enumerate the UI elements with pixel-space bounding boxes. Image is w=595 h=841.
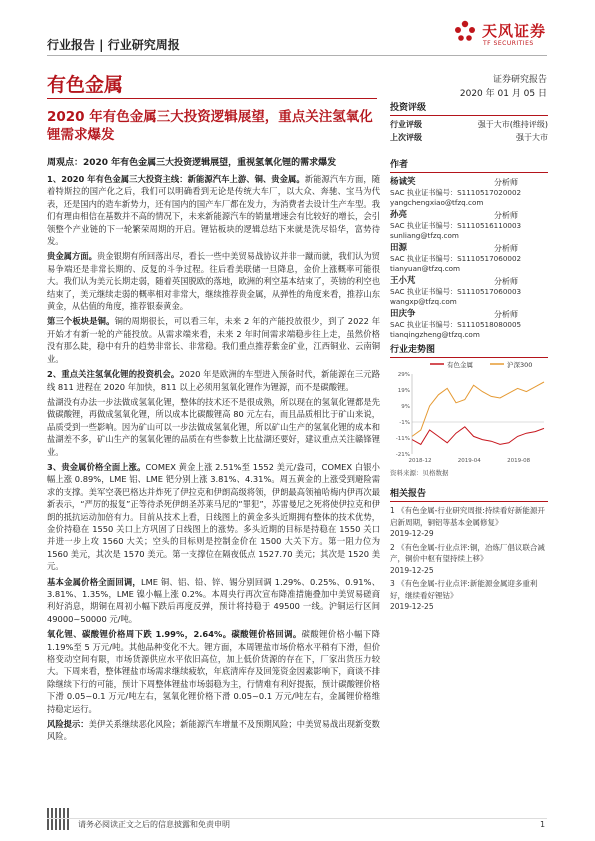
authors-heading: 作者 (390, 160, 409, 170)
paragraph-lead: 氧化锂、碳酸锂价格周下跌 1.99%，2.64%。碳酸锂价格回调。 (47, 629, 302, 640)
paragraph-lead: 3、贵金属价格全面上涨。 (47, 461, 146, 472)
page-number: 1 (540, 820, 546, 829)
header-divider (47, 55, 547, 56)
report-date: 2020 年 01 月 05 日 (459, 89, 547, 99)
industry-rating-value: 强于大市(维持评级) (477, 120, 548, 129)
paragraph-lead: 贵金属方面。 (47, 251, 97, 262)
previous-rating-row (390, 131, 548, 144)
author-cert: SAC 执业证书编号：S1110518080005 (390, 320, 522, 329)
y-tick-label: -1% (399, 420, 410, 426)
paragraph-text: 盐湖没有办法一步法做成氢氧化锂，整体的技术还不是很成熟，所以现在的氢氧化锂都是先做碳酸锂，再做成氢氧化锂，所以成本比碳酸锂高 80 元左右，而且品质相比于矿山来说，品质受到一些影响。因为矿山可以一步法做成氢氧化锂，所以矿山生产的氢氧化锂的成本和盐湖差不多，矿山生产的氢氧化锂的品质在有些参数上比盐湖还要好，建议重点关注赣锋锂业。 (47, 396, 380, 457)
related-heading: 相关报告 (390, 489, 427, 499)
logo-subtext: TF SECURITIES (483, 40, 534, 47)
paragraph-text: 贵金银期有所回落出尽，看长一些中美贸易战协议并非一蹴而就，我们认为贸易争端还是非常长期的、反复的斗争过程。往后看美联储一旦降息，金价上涨概率可能很大。我们认为美元长期走弱，随着英国脱欧的落地，欧洲的利空基本结束了，英镑的利空也结束了，美元继续走弱的概率相对非常大，继续推荐贵金属，从弹性的角度来看，推荐山东黄金，从估值的角度，推荐银泰黄金。 (47, 251, 380, 312)
author-name: 田庆争 (390, 309, 416, 319)
paragraph-lead: 第三个板块是铜。 (47, 316, 115, 327)
previous-rating-label: 上次评级 (390, 133, 422, 142)
author-role: 分析师 (494, 211, 518, 220)
author-role: 分析师 (494, 277, 518, 286)
report-title: 2020 年有色金属三大投资逻辑展望，重点关注氢氧化锂需求爆发 (47, 109, 373, 143)
related-report-item[interactable] (390, 505, 548, 540)
logo-text: 天风证券 (482, 22, 547, 40)
paragraph-lead: 基本金属价格全面回调， (47, 576, 141, 587)
related-report-item[interactable] (390, 542, 548, 577)
x-tick-label: 2018-12 (408, 458, 432, 464)
author-name: 王小芃 (390, 276, 416, 286)
y-tick-label: 29% (397, 372, 410, 378)
qr-code-icon (47, 808, 69, 830)
trend-chart (390, 358, 548, 468)
report-body (47, 173, 380, 746)
body-paragraph (47, 628, 380, 715)
paragraph-lead: 风险提示： (47, 719, 89, 730)
author-role: 分析师 (494, 178, 518, 187)
legend-label: 沪深300 (507, 361, 533, 369)
author-name: 孙亮 (390, 210, 408, 220)
y-tick-label: 9% (401, 404, 410, 410)
author-email[interactable]: sunliang@tfzq.com (390, 231, 459, 240)
related-report-date: 2019-12-25 (390, 565, 434, 575)
paragraph-lead: 2、重点关注氢氧化锂的投资机会。 (47, 369, 180, 380)
author-cert: SAC 执业证书编号：S1110516110003 (390, 221, 522, 230)
body-paragraph (47, 396, 380, 458)
legend-label: 有色金属 (447, 361, 473, 369)
view-title: 周观点：2020 年有色金属三大投资逻辑展望，重视氢氧化锂的需求爆发 (47, 158, 337, 168)
y-tick-label: 19% (397, 388, 410, 394)
authors-rule (390, 172, 548, 173)
rating-rule (390, 115, 548, 116)
author-role: 分析师 (494, 244, 518, 253)
author-name: 杨诚笑 (390, 177, 416, 187)
industry-rating-row (390, 118, 548, 131)
paragraph-text: 铜的周期很长，可以看三年，未来 2 年的产能投放很少，到了 2022 年开始才有新一轮的产能投放。从需求端来看，未来 2 年时间需求端稳步往上走，虽然价格没有那么陡，稳中有升的趋势非常长、非常稳。我们重点推荐紫金矿业，江西铜业、云南铜业。 (47, 316, 380, 364)
paragraph-text: LME 铜、铝、铅、锌、锡分别回调 1.29%、0.25%、0.91%、3.81%、1.35%，LME 镍小幅上涨 0.2%。本周央行再次宣布降准措施叠加中美贸易磋商利好消息，期铜在周初小幅下跌后再度反弹，预计将持稳于 49500 一线。沪铜运行区间 49000~50000 元/吨。 (47, 576, 380, 624)
author-email[interactable]: yangchengxiao@tfzq.com (390, 198, 484, 207)
chart-source: 资料来源：贝格数据 (390, 469, 449, 477)
y-tick-label: -21% (395, 452, 410, 458)
author-role: 分析师 (494, 310, 518, 319)
y-tick-label: -11% (395, 436, 410, 442)
body-paragraph (47, 461, 380, 573)
previous-rating-value: 强于大市 (516, 133, 548, 142)
related-report-title[interactable]: 2 《有色金属-行业点评:铜，冶炼厂倡议联合减产，铜价中枢有望持续上移》 (390, 542, 545, 563)
body-paragraph (47, 368, 380, 393)
x-tick-label: 2019-08 (507, 458, 531, 464)
trend-heading: 行业走势图 (390, 345, 436, 355)
x-tick-label: 2019-04 (457, 458, 481, 464)
paragraph-text: 新能源汽车方面，随着特斯拉的国产化之后，我们可以明确看到无论是传统大车厂，以大众、奔驰、宝马为代表，还是国内的造车新势力，还有国内的国产车厂都在发力，为消费者去设计生产车型。我们有理由相信在基数并不高的情况下，未来新能源汽车的销量增速会有比较好的增长，会引领整个产业链的下一轮繁荣周期的开启。锂钴板块的逻辑总结下来就是洗尽铅华，富势待发。 (47, 174, 380, 247)
author-name: 田源 (390, 243, 408, 253)
authors-list (390, 177, 548, 340)
author-cert: SAC 执业证书编号：S1110517060003 (390, 287, 522, 296)
related-panel (390, 486, 548, 615)
rating-panel (390, 100, 548, 144)
paragraph-lead: 1、2020 年有色金属三大投资主线：新能源汽车上游、铜、贵金属。 (47, 174, 305, 184)
body-paragraph (47, 718, 380, 743)
author-item (390, 243, 548, 274)
related-report-item[interactable] (390, 578, 548, 613)
body-paragraph (47, 250, 380, 312)
author-item (390, 210, 548, 241)
authors-panel (390, 157, 548, 342)
author-item (390, 177, 548, 208)
author-email[interactable]: wangxp@tfzq.com (390, 297, 457, 306)
related-rule (390, 501, 548, 502)
body-paragraph (47, 173, 380, 247)
paragraph-text: COMEX 黄金上涨 2.51%至 1552 美元/盎司，COMEX 白银小幅上涨 0.89%，LME 铝、LME 钯分别上涨 3.81%、4.31%。周五黄金的上涨受到避险需求的支撑。美军空袭巴格达并炸死了伊拉克和伊朗高级将领，伊朗最高领袖哈梅内伊再次最新表示，“严厉的报复”正等待杀死伊朗圣苏莱马尼的“罪犯”，苏雷曼尼之死将使伊拉克和伊朗的抵抗运动加倍有力。目前从技术上看，日线图上的黄金多头近期拥有整体的技术优势，金价持稳在 1550 关口上方巩固了日线图上的涨势。多头近期的目标是持稳在 1550 关口并进一步上攻 1560 大关；空头的目标则是控制金价在 1500 大关下方。第一阻力位为 1560 美元，其次是 1570 美元。第一支撑位在隔夜低点 1527.70 美元；其次是 1520 美元。 (47, 461, 380, 572)
author-email[interactable]: tianyuan@tfzq.com (390, 264, 461, 273)
industry-rating-label: 行业评级 (390, 120, 422, 129)
company-logo (452, 16, 552, 52)
body-paragraph (47, 315, 380, 365)
trend-heading-wrap (390, 342, 548, 358)
related-report-title[interactable]: 1 《有色金属-行业研究周报:持续看好新能源开启新周期，铜铝等基本金属修复》 (390, 506, 545, 527)
trend-chart-svg (390, 358, 548, 466)
author-cert: SAC 执业证书编号：S1110517060002 (390, 254, 522, 263)
paragraph-text: 2020 年是欧洲的车型进入预备时代，新能源在三元路线 811 进程在 2020 年加快，811 以上必须用氢氧化锂作为锂源，而不是碳酸锂。 (47, 369, 380, 392)
related-list (390, 505, 548, 613)
rating-heading: 投资评级 (390, 103, 427, 113)
industry-name: 有色金属 (47, 74, 124, 96)
series-line (412, 382, 544, 436)
body-paragraph (47, 576, 380, 626)
footer-disclaimer[interactable]: 请务必阅读正文之后的信息披露和免责申明 (78, 820, 230, 829)
author-item (390, 276, 548, 307)
report-type: 证券研究报告 (492, 75, 547, 85)
logo-mark-icon (452, 18, 478, 44)
related-report-date: 2019-12-25 (390, 602, 434, 611)
header-title: 行业报告 | 行业研究周报 (47, 38, 180, 52)
author-cert: SAC 执业证书编号：S1110517020002 (390, 188, 522, 197)
title-rule (47, 98, 377, 99)
author-email[interactable]: tianqingzheng@tfzq.com (390, 330, 480, 339)
series-line (412, 427, 544, 445)
author-item (390, 309, 548, 340)
related-report-title[interactable]: 3 《有色金属-行业点评:新能源金属迎多重利好，继续看好锂钴》 (390, 579, 538, 600)
paragraph-text: 美伊关系继续恶化风险；新能源汽车增量不及预期风险；中美贸易战出现新变数风险。 (47, 719, 380, 742)
paragraph-text: 碳酸锂价格小幅下降 1.19%至 5 万元/吨。其他品种变化不大。锂方面，本周锂盐市场价格水平稍有下滑，但价格变动空间有限，市场货源供应水平依旧高位，加上低价货源的存在下，厂家出货压力较大。下周来看，整体锂盐市场需求继续疲软，年底清库存及回笼资金因素影响下，商谈不排除继续下行的可能，预计下周整体锂盐市场弱稳为主，行情难有利好提振，预计碳酸锂价格下滑 0.05~0.1 万元/吨左右，氢氧化锂价格下滑 0.05~0.1 万元/吨左右，金属锂价格维持稳定运行。 (47, 629, 380, 714)
related-report-date: 2019-12-29 (390, 529, 434, 538)
